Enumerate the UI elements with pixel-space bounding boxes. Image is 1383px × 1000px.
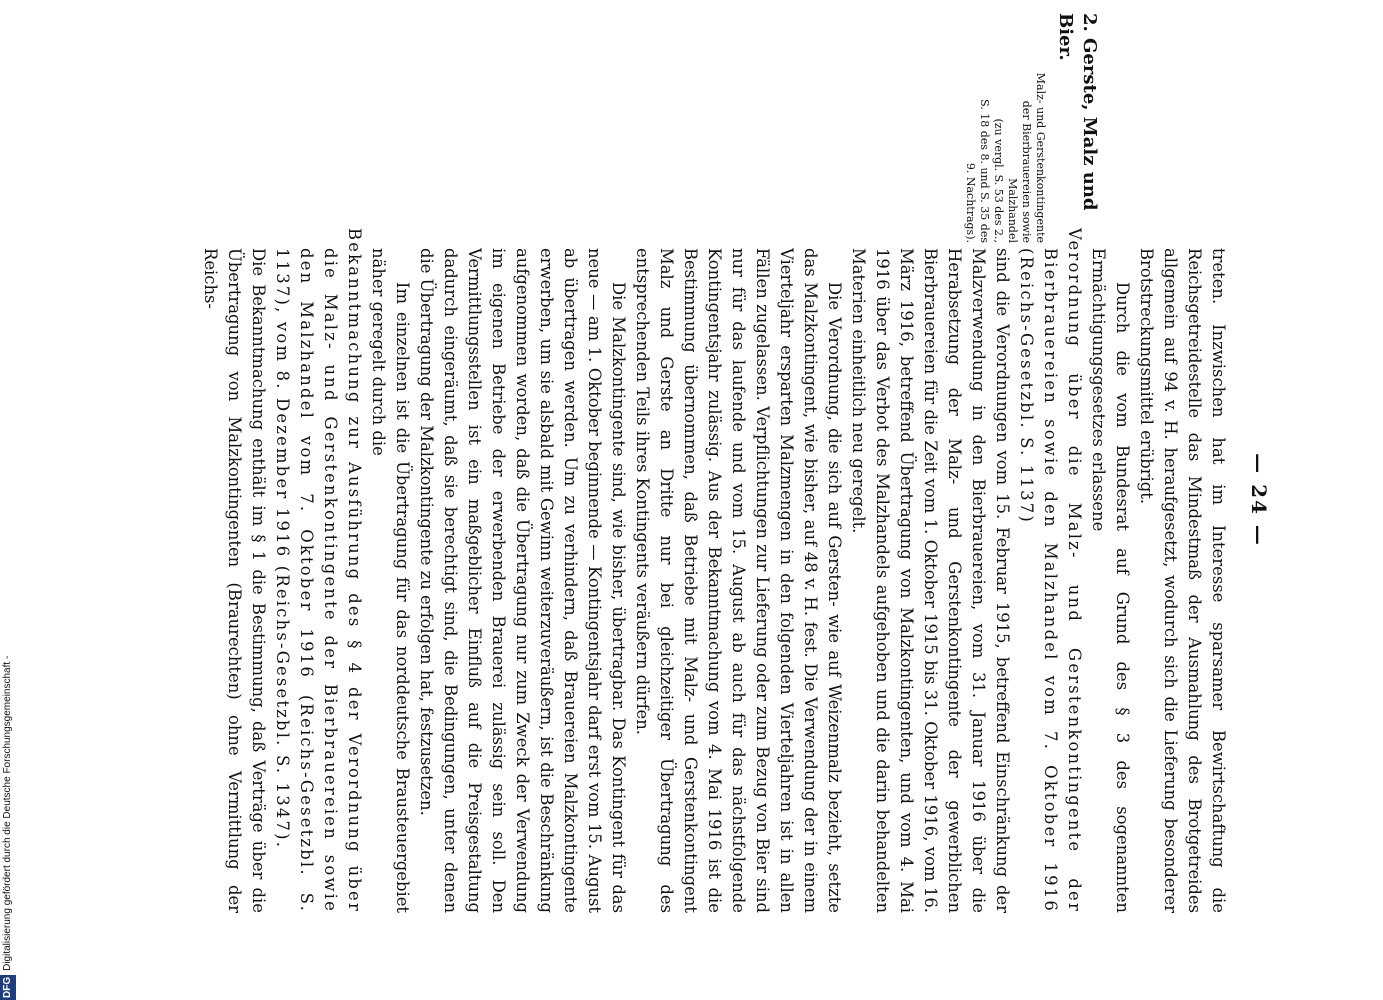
regulation-title: Verordnung über die Malz- und Gerstenkontingente der Bierbrauereien sowie den Malzhandel vom 7. Oktober 1916 (Reichs-Gesetzbl. S. 1137) bbox=[1017, 228, 1084, 913]
margin-note-line: 9. Nachtrags). bbox=[964, 162, 977, 243]
paragraph: Im einzelnen ist die Übertragung für das norddeutsche Brausteuergebiet näher geregelt durch die bbox=[369, 248, 412, 913]
body-text bbox=[198, 228, 1230, 913]
margin-note-line: Malzhandel bbox=[1006, 178, 1019, 243]
footer-logo: DFG bbox=[0, 975, 16, 1000]
paragraph: Die Bekanntmachung enthält im § 1 die Bestimmung, daß Verträge über die Übertragung von Malzkontingenten (Braurechten) ohne Vermittlung der Reichs- bbox=[201, 248, 268, 913]
margin-note-line: S. 18 des 8. und S. 35 des bbox=[978, 99, 991, 243]
footer-credit bbox=[0, 600, 16, 1000]
paragraph: Durch die vom Bundesrat auf Grund des § 3 des sogenannten Ermächtigungsgesetzes erlassene bbox=[1089, 248, 1132, 913]
paragraph: sind die Verordnungen vom 15. Februar 1915, betreffend Einschränkung der Malzverwendung in den Bierbrauereien, vom 31. Januar 1916 über die Herabsetzung der Malz- und Gerstenkontingente der gewerblichen Bierbrauereien für die Zeit vom 1. Oktober 1915 bis 31. Oktober 1916, vom 16. März 1916, betreffend Übertragung von Malzkontingenten, und vom 4. Mai 1916 über das Verbot des Malzhandels aufgehoben und die darin behandelten Materien einheitlich neu geregelt. bbox=[849, 248, 1012, 913]
margin-note bbox=[963, 5, 1047, 243]
page-number: — 24 — bbox=[1247, 453, 1271, 547]
paragraph: Die Verordnung, die sich auf Gersten- wie auf Weizenmalz bezieht, setzte das Malzkontingent, wie bisher, auf 48 v. H. fest. Die Verwendung der in einem Vierteljahr ersparten Malzmengen in den folgenden Vierteljahren ist in allen Fällen zugelassen. Verpflichtungen zur Lieferung oder zum Bezug von Bier sind nur für das laufende und vom 15. August ab auch für das nächstfolgende Kontingentsjahr zulässig. Aus der Bekanntmachung vom 4. Mai 1916 ist die Bestimmung übernommen, daß Betriebe mit Malz- und Gerstenkontingent Malz und Gerste an Dritte nur bei gleichzeitiger Übertragung des entsprechenden Teils ihres Kontingents veräußern dürfen. bbox=[633, 248, 844, 913]
footer-text: Digitalisierung gefördert durch die Deutsche Forschungsgemeinschaft - bbox=[2, 655, 13, 971]
margin-note-line: Malz- und Gerstenkontingente bbox=[1034, 72, 1047, 243]
paragraph: treten. Inzwischen hat im Interesse sparsamer Bewirtschaftung die Reichsgetreidestelle das Mindestmaß der Ausmahlung des Brotgetreides allgemein auf 94 v. H. heraufgesetzt, wodurch sich die Lieferung besonderer Brotstreckungsmittel erübrigt. bbox=[1137, 248, 1228, 913]
margin-note-line: (zu vergl. S. 53 des 2., bbox=[992, 118, 1005, 243]
regulation-title: Bekanntmachung zur Ausführung des § 4 der Verordnung über die Malz- und Gerstenkontingente der Bierbrauereien sowie den Malzhandel vom 7. Oktober 1916 (Reichs-Gesetzbl. S. 1137), vom 8. Dezember 1916 (Reichs-Gesetzbl. S. 1347). bbox=[273, 228, 364, 913]
sidebar bbox=[963, 5, 1101, 243]
margin-note-line: der Bierbrauereien sowie bbox=[1020, 100, 1033, 243]
section-heading: 2. Gerste, Malz und Bier. bbox=[1055, 13, 1100, 211]
paragraph: Die Malzkontingente sind, wie bisher, übertragbar. Das Kontingent für das neue — am 1. Oktober beginnende — Kontingentsjahr darf erst vom 15. August ab übertragen werden. Um zu verhindern, daß Brauereien Malzkontingente erwerben, um sie alsbald mit Gewinn weiterzuveräußern, ist die Beschränkung aufgenommen worden, daß die Übertragung nur zum Zweck der Verwendung im eigenen Betriebe der erwerbenden Brauerei zulässig sein soll. Den Vermittlungsstellen ist ein maßgeblicher Einfluß auf die Preisgestaltung dadurch eingeräumt, daß sie berechtigt sind, die Bedingungen, unter denen die Übertragung der Malzkontingente zu erfolgen hat, festzusetzen. bbox=[417, 248, 628, 913]
